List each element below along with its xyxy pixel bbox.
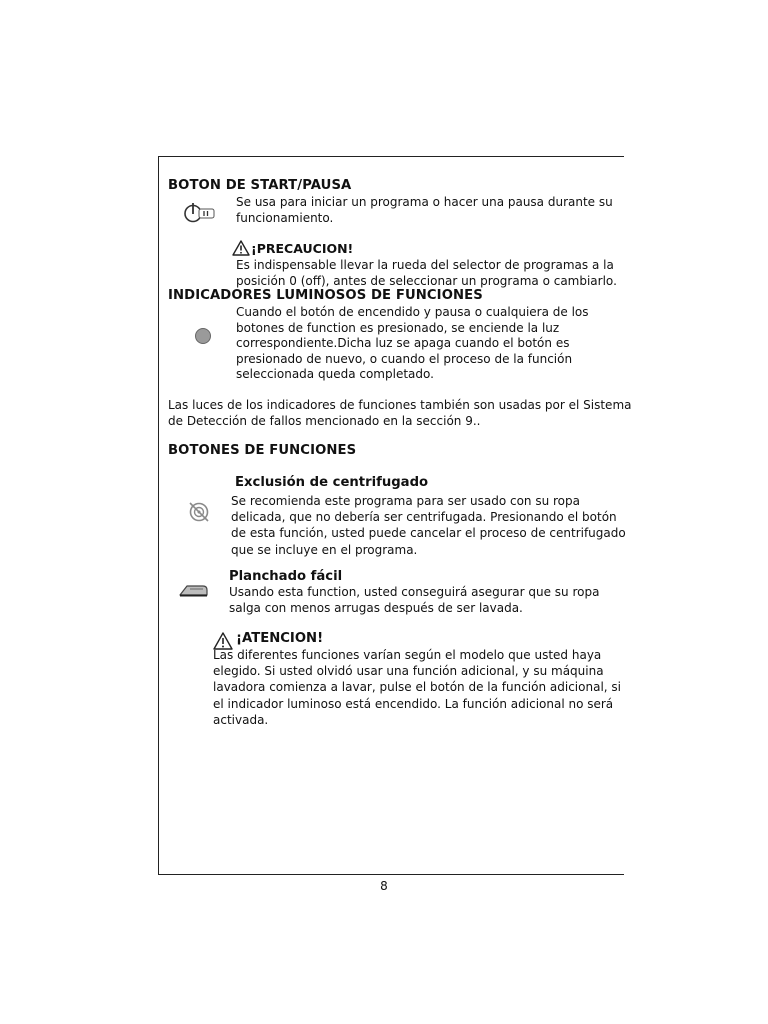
planchado-text xyxy=(229,585,599,616)
text-line: Es indispensable llevar la rueda del selector de programas a la xyxy=(236,258,614,272)
text-line: que se incluye en el programa. xyxy=(231,542,418,557)
text-line: Se recomienda este programa para ser usado con su ropa xyxy=(231,494,580,508)
exclusion-text xyxy=(231,493,626,558)
text-line: Las luces de los indicadores de funciones también son usadas por el Sistema xyxy=(168,398,632,412)
text-line: lavadora comienza a lavar, pulse el botón de la función adicional, si xyxy=(213,680,621,695)
text-line: de Detección de fallos mencionado en la sección 9.. xyxy=(168,413,481,428)
section-title-indicadores: INDICADORES LUMINOSOS DE FUNCIONES xyxy=(168,288,483,303)
precaucion-text xyxy=(236,258,617,289)
text-line: Cuando el botón de encendido y pausa o cualquiera de los xyxy=(236,305,589,319)
text-line: delicada, que no debería ser centrifugada. Presionando el botón xyxy=(231,510,617,525)
text-line: botones de function es presionado, se enciende la luz xyxy=(236,320,560,335)
page-number: 8 xyxy=(380,879,388,893)
precaucion-title: ¡PRECAUCION! xyxy=(251,241,354,256)
text-line: seleccionada queda completado. xyxy=(236,367,434,382)
text-line: de esta función, usted puede cancelar el proceso de centrifugado xyxy=(231,526,626,541)
text-line: presionado de nuevo, o cuando el proceso de la función xyxy=(236,351,573,366)
indicator-light-icon xyxy=(193,326,213,346)
exclusion-title: Exclusión de centrifugado xyxy=(235,475,429,490)
spin-exclusion-icon xyxy=(186,499,212,525)
text-line: activada. xyxy=(213,712,269,727)
indicadores-text xyxy=(236,305,589,383)
text-line: el indicador luminoso está encendido. La función adicional no será xyxy=(213,696,614,711)
text-line: Se usa para iniciar un programa o hacer una pausa durante su xyxy=(236,195,613,209)
atencion-title: ¡ATENCION! xyxy=(236,631,324,646)
indicadores-note xyxy=(168,398,631,429)
section-title-start-pausa: BOTON DE START/PAUSA xyxy=(168,178,352,193)
planchado-title: Planchado fácil xyxy=(229,569,343,584)
text-line: elegido. Si usted olvidó usar una función adicional, y su máquina xyxy=(213,664,604,679)
text-line: salga con menos arrugas después de ser lavada. xyxy=(229,600,523,615)
power-pause-icon xyxy=(182,201,216,225)
start-pausa-text xyxy=(236,195,613,226)
iron-icon xyxy=(178,581,210,599)
text-line: correspondiente.Dicha luz se apaga cuando el botón es xyxy=(236,336,570,351)
text-line: Usando esta function, usted conseguirá asegurar que su ropa xyxy=(229,585,600,599)
text-line: posición 0 (off), antes de seleccionar un programa o cambiarlo. xyxy=(236,273,617,288)
section-title-botones-funciones: BOTONES DE FUNCIONES xyxy=(168,443,357,458)
atencion-text xyxy=(213,647,621,728)
warning-triangle-icon xyxy=(232,240,250,256)
text-line: funcionamiento. xyxy=(236,210,334,225)
text-line: Las diferentes funciones varían según el modelo que usted haya xyxy=(213,648,602,662)
